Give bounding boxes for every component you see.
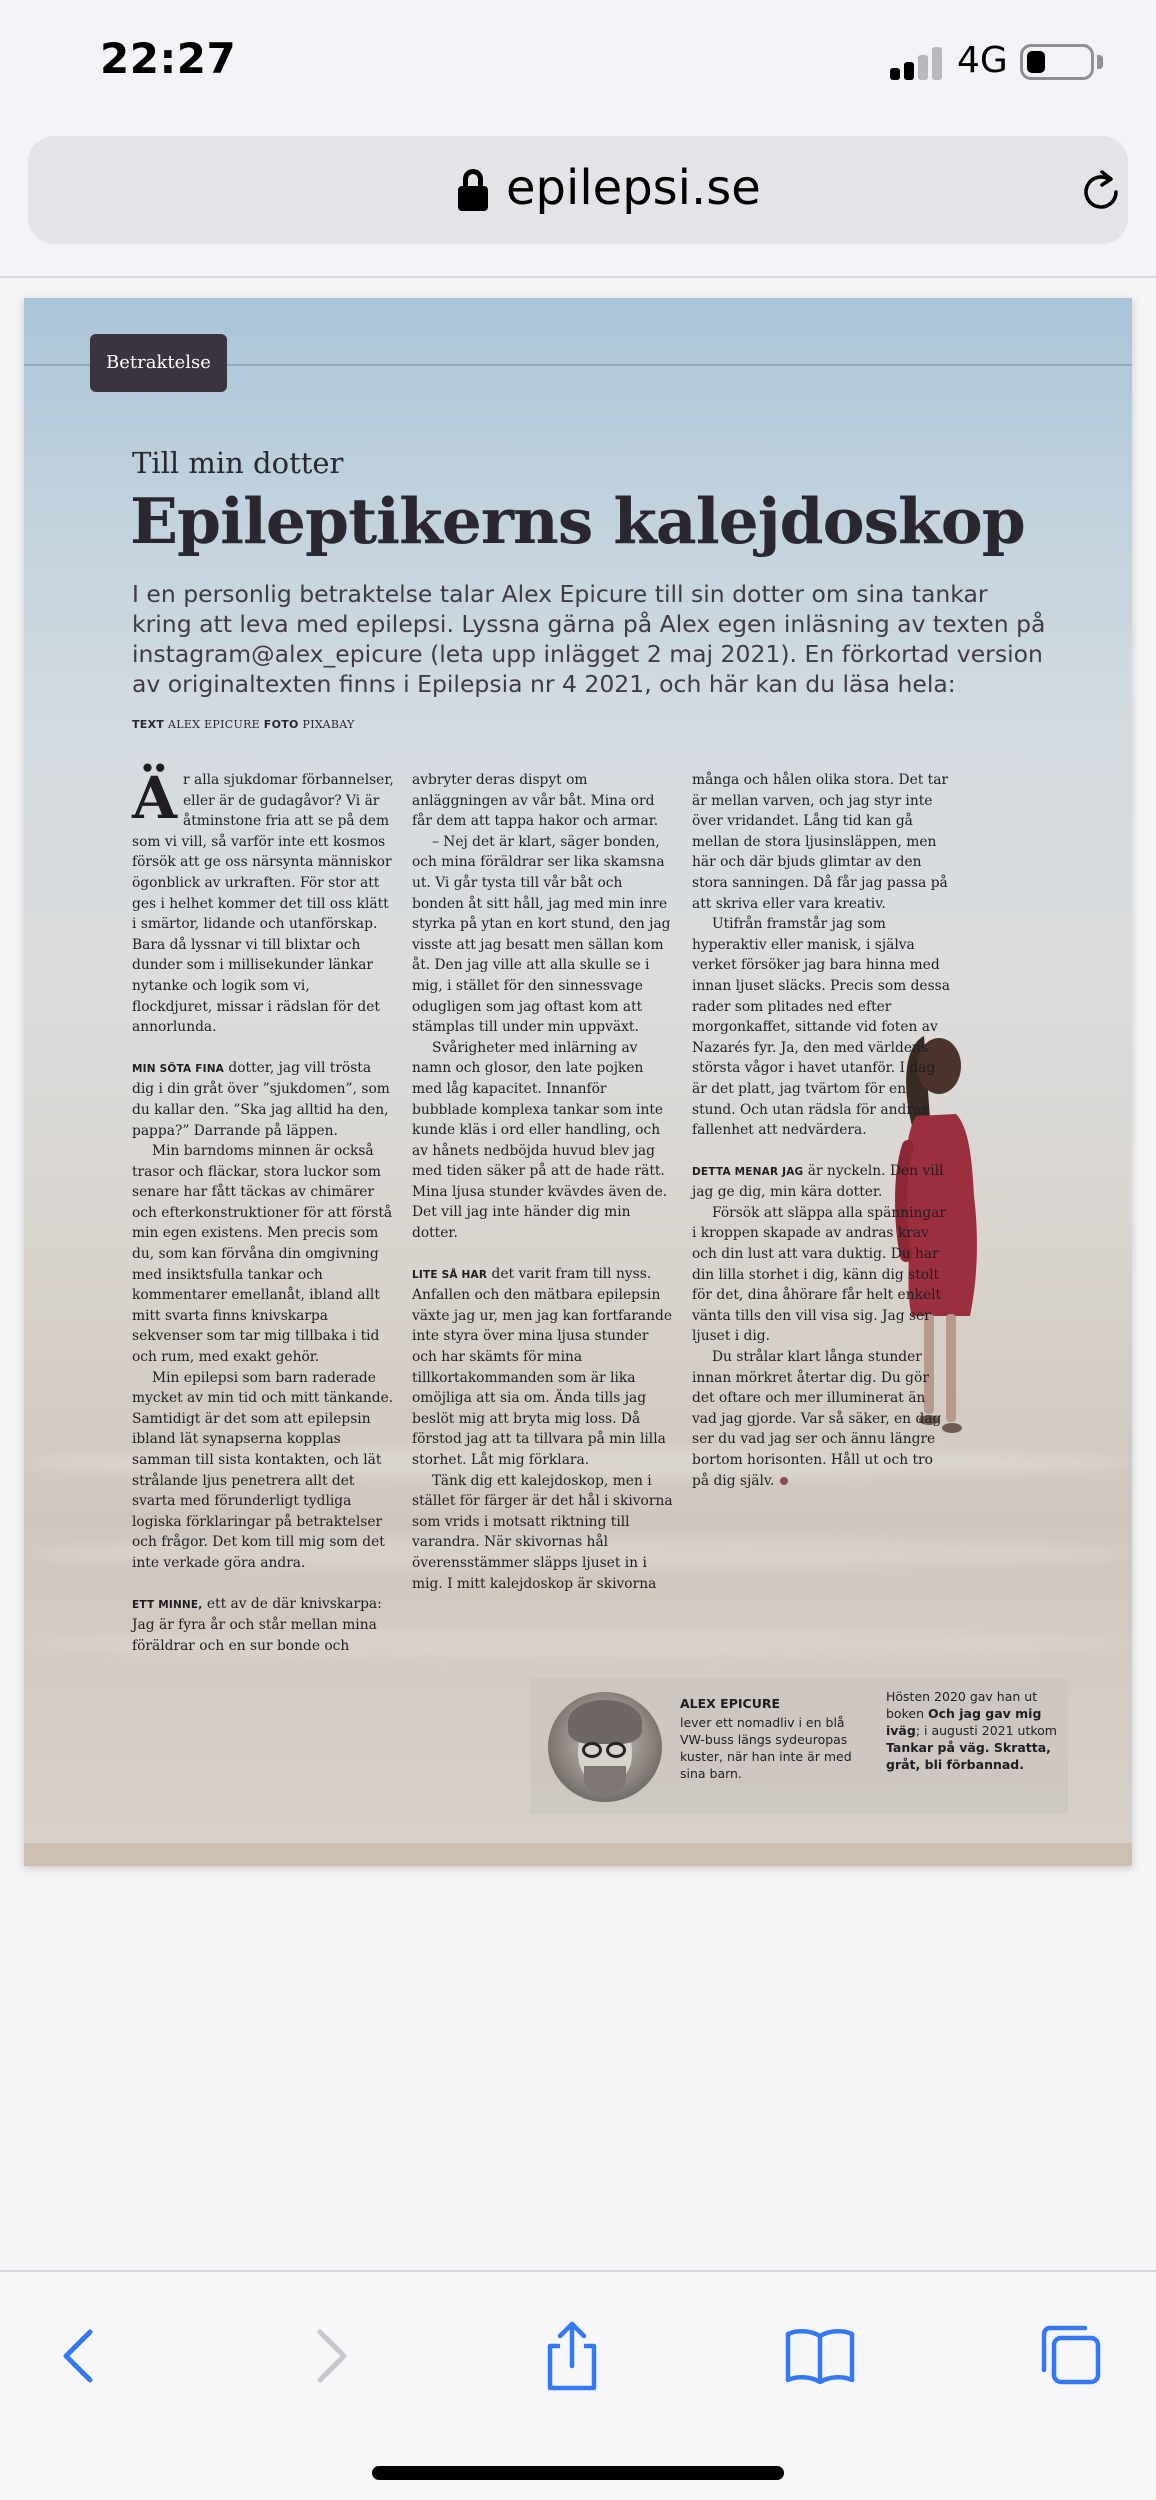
url-text[interactable]: epilepsi.se [506, 160, 761, 216]
lock-icon [458, 169, 488, 211]
article-column-2: avbryter deras dispyt om anläggningen av vår båt. Mina ord får dem att tappa hakor och armar. – Nej det är klart, säger bonden, och mina föräldrar ser lika skamsna ut. Vi går tysta till vår båt och bonden åt sitt håll, jag med min inre styrka på ytan en kort stund, den jag visste att jag besatt men sällan kom åt. Den jag ville att alla skulle se i mig, i stället för den sinnessvage odugligen som jag oftast kom att stämplas till under min uppväxt. Svårigheter med inlärning av namn och glosor, den late pojken med låg kapacitet. Innanför bubblade komplexa tankar som inte kunde kläs i ord eller handling, och av hånets nedböjda huvud blev jag med tiden säker på att de hade rätt. Mina ljusa stunder kvävdes även de. Det vill jag inte händer dig min dotter. LITE SÅ HAR det varit fram till nyss. Anfallen och den mätbara epilepsin växte jag ur, men jag kan fortfarande inte styra över mina ljusa stunder och har skämts för mina tillkortakommanden som är lika omöjliga att sia om. Ända tills jag beslöt mig att bryta mig loss. Då förstod jag att ta tillvara på min lilla storhet. Låt mig förklara. Tänk dig ett kalejdoskop, men i stället för färger är det hål i skivorna som vrids i motsatt riktning till varandra. När skivornas hål överensstämmer släpps ljuset in i mig. I mitt kalejdoskop är skivorna [412, 772, 673, 1592]
tabs-icon[interactable] [1030, 2316, 1110, 2396]
drop-cap: Ä [132, 764, 178, 832]
home-indicator [372, 2466, 784, 2480]
back-icon[interactable] [40, 2316, 120, 2396]
magazine-page [24, 298, 1132, 1866]
author-bio: lever ett nomadliv i en blå VW-buss längs sydeuropas kuster, när han inte är med sina barn. [680, 1715, 852, 1781]
status-bar [0, 0, 1156, 120]
author-name: ALEX EPICURE [680, 1696, 781, 1711]
bookmarks-icon[interactable] [780, 2316, 860, 2396]
network-type: 4G [957, 40, 1008, 81]
beach-strip [24, 1843, 1132, 1866]
end-mark-icon [780, 1477, 788, 1485]
article-kicker: Till min dotter [132, 446, 344, 480]
author-box [530, 1678, 1068, 1814]
reload-icon[interactable] [1078, 168, 1124, 214]
web-content[interactable] [0, 278, 1156, 2270]
author-books: Hösten 2020 gav han ut boken Och jag gav mig iväg; i augusti 2021 utkom Tankar på väg. Skratta, gråt, bli förbannad. [886, 1689, 1057, 1772]
article-headline: Epileptikerns kalejdoskop [130, 484, 1025, 558]
share-icon[interactable] [532, 2316, 612, 2396]
browser-top-bar [0, 120, 1156, 278]
section-tag: Betraktelse [90, 334, 227, 392]
address-bar[interactable] [28, 136, 1128, 244]
byline: TEXT ALEX EPICURE FOTO PIXABAY [132, 718, 355, 731]
article-intro: I en personlig betraktelse talar Alex Epicure till sin dotter om sina tankar kring att leva med epilepsi. Lyssna gärna på Alex egen inläsning av texten på instagram@alex_epicure (leta upp inlägget 2 maj 2021). En förkortad version av originaltexten finns i Epilepsia nr 4 2021, och här kan du läsa hela: [132, 580, 1046, 698]
clock: 22:27 [100, 34, 237, 83]
battery-cap [1097, 55, 1103, 69]
article-column-3: många och hålen olika stora. Det tar är mellan varven, och jag styr inte över vridandet. Lång tid kan gå mellan de stora ljusinsläppen, men här och där bjuds glimtar av den stora sanningen. Då får jag passa på att skriva eller vara kreativ. Utifrån framstår jag som hyperaktiv eller manisk, i själva verket försöker jag bara hinna med innan ljuset släcks. Precis som dessa rader som plitades ned efter morgonkaffet, sittande vid foten av Nazarés fyr. Ja, den med världens största vågor i havet utanför. I dag är det platt, jag tvärtom för en stund. Och utan rädsla för andras fallenhet att nedvärdera. DETTA MENAR JAG är nyckeln. Den vill jag ge dig, min kära dotter. Försök att släppa alla spänningar i kroppen skapade av andras krav och din lust att vara duktig. Du har din lilla storhet i dig, känn dig stolt för det, dina åhörare får helt enkelt vänta tills den vill visa sig. Jag ser ljuset i dig. Du strålar klart långa stunder innan mörkret återtar dig. Du gör det oftare och mer illuminerat än vad jag gjorde. Var så säker, en dag ser du vad jag ser och ännu längre bortom horisonten. Håll ut och tro på dig själv. [692, 772, 950, 1489]
signal-strength-icon [890, 46, 942, 80]
battery-icon [1020, 44, 1094, 80]
forward-icon[interactable] [290, 2316, 370, 2396]
author-avatar [548, 1692, 662, 1802]
article-column-1: Är alla sjukdomar förbannelser, eller är de gudagåvor? Vi är åtminstone fria att se på dem som vi vill, så varför inte ett kosmos försök att ge oss närsynta människor ögonblick av urkraften. För stor att ges i helhet kommer det till oss klätt i smärtor, lidande och utanförskap. Bara då lyssnar vi till blixtar och dunder som i millisekunder länkar nytanke och logik som vi, flockdjuret, missar i rädslan för det annorlunda. MIN SÖTA FINA dotter, jag vill trösta dig i din gråt över ”sjukdomen”, som du kallar den. ”Ska jag alltid ha den, pappa?” Darrande på läppen. Min barndoms minnen är också trasor och fläckar, stora luckor som senare har fått täckas av chimärer och efterkonstruktioner för att förstå min egen existens. Men precis som du, som kan förvåna din omgivning med insiktsfulla tankar och kommentarer emellanåt, ibland allt mitt svarta finns knivskarpa sekvenser som tar mig tillbaka i tid och rum, med exakt gehör. Min epilepsi som barn raderade mycket av min tid och mitt tänkande. Samtidigt är det som att epilepsin ibland lät synapserna kopplas samman till sista kontakten, och lät strålande ljus penetrera allt det svarta med förunderligt tydliga logiska förklaringar på betraktelser och frågor. Det kom till mig som det inte verkade göra andra. ETT MINNE, ett av de där knivskarpa: Jag är fyra år och står mellan mina föräldrar och en sur bonde och [132, 764, 394, 1654]
